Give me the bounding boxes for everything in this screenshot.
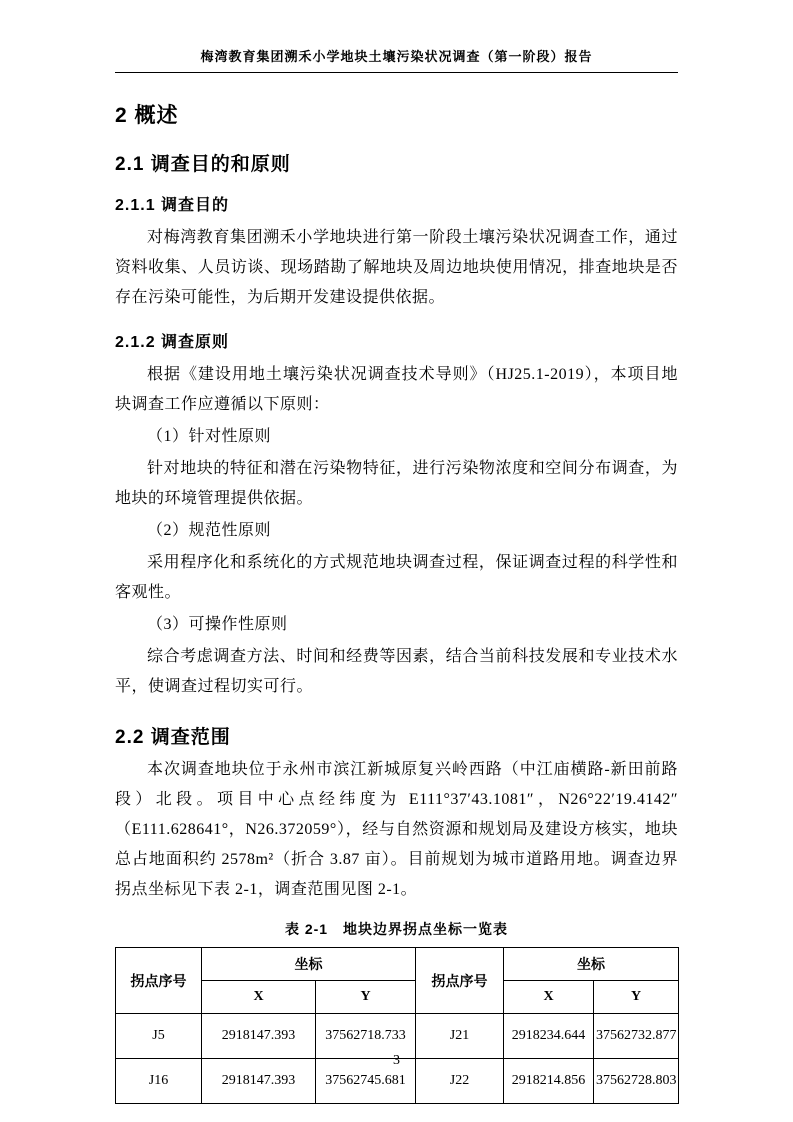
cell-y: 37562732.877 xyxy=(594,1014,679,1059)
header-coord-right: 坐标 xyxy=(504,948,679,981)
principle-2-title: （2）规范性原则 xyxy=(147,522,272,539)
header-y-left: Y xyxy=(316,981,416,1014)
principle-1-body: 针对地块的特征和潜在污染物特征，进行污染物浓度和空间分布调查，为地块的环境管理提供依据。 xyxy=(115,460,678,507)
cell-x: 2918214.856 xyxy=(504,1059,594,1104)
header-point-id-right: 拐点序号 xyxy=(416,948,504,1014)
header-y-right: Y xyxy=(594,981,679,1014)
paragraph-principles-intro: 根据《建设用地土壤污染状况调查技术导则》（HJ25.1-2019），本项目地块调查工作应遵循以下原则： xyxy=(115,366,678,413)
principle-2-body: 采用程序化和系统化的方式规范地块调查过程，保证调查过程的科学性和客观性。 xyxy=(115,554,678,601)
paragraph-survey-purpose: 对梅湾教育集团溯禾小学地块进行第一阶段土壤污染状况调查工作，通过资料收集、人员访谈、现场踏勘了解地块及周边地块使用情况，排查地块是否存在污染可能性，为后期开发建设提供依据。 xyxy=(115,229,678,306)
heading-survey-scope: 2.2 调查范围 xyxy=(115,727,231,748)
principle-3-body: 综合考虑调查方法、时间和经费等因素，结合当前科技发展和专业技术水平，使调查过程切实可行。 xyxy=(115,648,678,695)
heading-purpose-and-principles: 2.1 调查目的和原则 xyxy=(115,154,291,175)
principle-3-title: （3）可操作性原则 xyxy=(147,616,288,633)
principle-1-title: （1）针对性原则 xyxy=(147,428,272,445)
cell-point-id: J22 xyxy=(416,1059,504,1104)
cell-x: 2918147.393 xyxy=(202,1014,316,1059)
cell-point-id: J16 xyxy=(116,1059,202,1104)
cell-point-id: J21 xyxy=(416,1014,504,1059)
header-x-left: X xyxy=(202,981,316,1014)
header-x-right: X xyxy=(504,981,594,1014)
header-point-id-left: 拐点序号 xyxy=(116,948,202,1014)
header-coord-left: 坐标 xyxy=(202,948,416,981)
page-number: 3 xyxy=(393,1053,400,1068)
paragraph-survey-scope: 本次调查地块位于永州市滨江新城原复兴岭西路（中江庙横路-新田前路段）北段。项目中心点经纬度为 E111°37′43.1081″，N26°22′19.4142″（E111.628641°，N26.372059°），经与自然资源和规划局及建设方核实，地块总占地面积约 2578m²（折合 3.87 亩）。目前规划为城市道路用地。调查边界拐点坐标见下表 2-1，调查范围见图 2-1。 xyxy=(115,761,678,898)
table-caption: 表 2-1 地块边界拐点坐标一览表 xyxy=(284,921,509,937)
table-header xyxy=(116,948,679,1014)
cell-x: 2918234.644 xyxy=(504,1014,594,1059)
heading-survey-principles: 2.1.2 调查原则 xyxy=(115,334,230,351)
boundary-coordinates-table xyxy=(115,947,679,1104)
running-header: 梅湾教育集团溯禾小学地块土壤污染状况调查（第一阶段）报告 xyxy=(115,46,678,73)
heading-survey-purpose: 2.1.1 调查目的 xyxy=(115,197,230,214)
cell-y: 37562728.803 xyxy=(594,1059,679,1104)
table-row xyxy=(116,1014,679,1059)
table-header-row-1 xyxy=(116,948,679,981)
cell-x: 2918147.393 xyxy=(202,1059,316,1104)
cell-y: 37562718.733 xyxy=(316,1014,416,1059)
heading-overview: 2 概述 xyxy=(115,104,179,127)
cell-y: 37562745.681 xyxy=(316,1059,416,1104)
cell-point-id: J5 xyxy=(116,1014,202,1059)
